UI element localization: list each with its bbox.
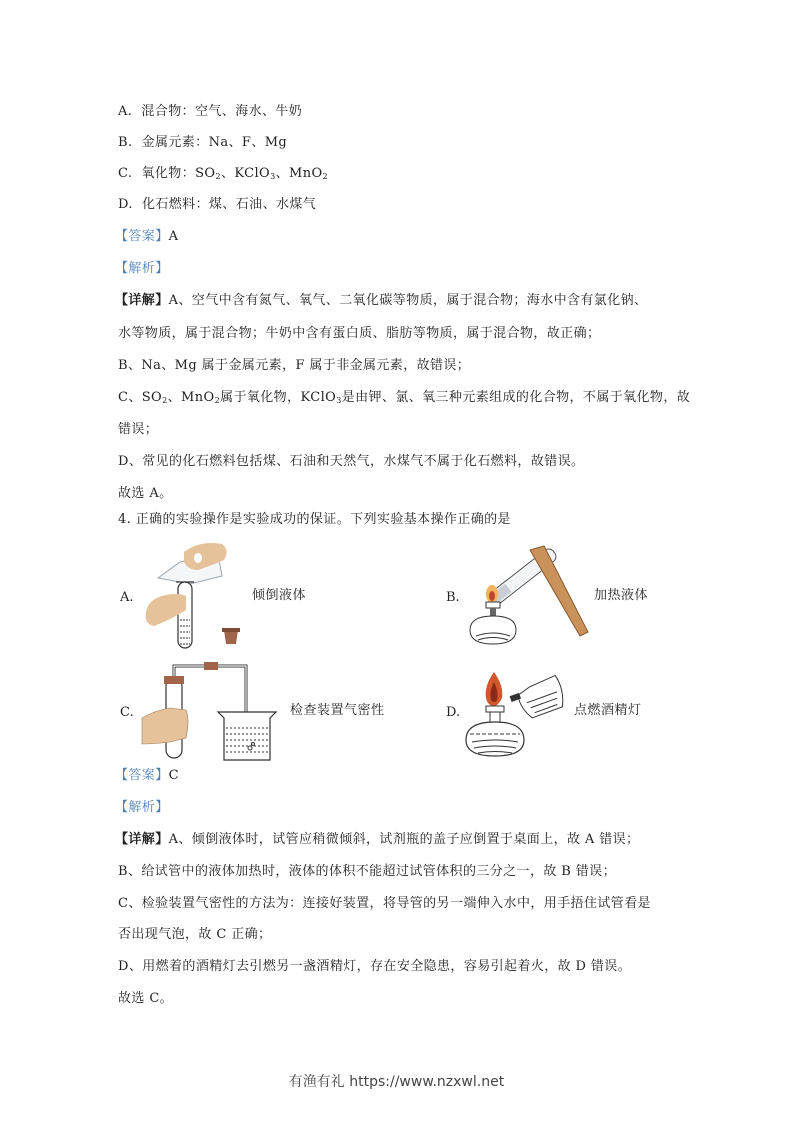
q3-answer [115,229,178,245]
option-text: 混合物：空气、海水、牛奶 [141,104,303,119]
q4-option-b-letter: B. [446,590,460,605]
lighting-alcohol-lamp-illustration [462,668,567,760]
detail-text: 水等物质，属于混合物；牛奶中含有蛋白质、脂肪等物质，属于混合物，故正确； [118,326,601,341]
q4-answer [115,768,179,784]
q4-detail-line-3 [118,896,651,912]
q3-detail-line-3 [118,358,470,374]
detail-tag: 【详解】 [115,832,169,847]
detail-text: 故选 C。 [118,991,174,1006]
analysis-tag: 【解析】 [115,261,169,276]
option-letter: A. [118,104,133,119]
q3-detail-line-2 [118,326,600,342]
q4-option-c-letter: C. [120,705,134,720]
detail-text: 是由钾、氯、氧三种元素组成的化合物，不属于氧化物，故 [341,390,691,405]
q4-detail-line-4 [118,927,271,943]
detail-text: 属于氧化物，KClO [220,390,337,405]
q3-option-b [118,135,287,151]
detail-text: D、用燃着的酒精灯去引燃另一盏酒精灯，存在安全隐患，容易引起着火，故 D 错误。 [118,959,632,974]
subscript: 2 [162,396,168,405]
q3-detail-line-4 [118,390,690,406]
airtightness-check-illustration [140,658,280,763]
option-text: 化石燃料：煤、石油、水煤气 [141,197,317,212]
option-text: 、KClO [220,166,271,181]
q3-option-c [118,166,328,182]
q4-stem [118,512,511,528]
detail-text: 否出现气泡，故 C 正确； [118,927,272,942]
detail-text: A、空气中含有氮气、氧气、二氧化碳等物质，属于混合物；海水中含有氯化钠、 [168,293,648,308]
q4-option-d-letter: D. [446,705,461,720]
option-text: 、MnO [275,166,323,181]
option-letter: C. [118,166,133,181]
detail-text: 错误； [118,422,159,437]
q4-option-b-caption: 加热液体 [594,588,649,603]
heating-liquid-illustration [460,540,590,652]
q4-option-c-caption: 检查装置气密性 [290,703,385,718]
detail-text: B、给试管中的液体加热时，液体的体积不能超过试管体积的三分之一，故 B 错误； [118,864,616,879]
answer-tag: 【答案】 [115,768,169,783]
answer-value: C [168,768,179,783]
detail-text: B、Na、Mg 属于金属元素，F 属于非金属元素，故错误； [118,358,471,373]
subscript: 3 [270,172,276,181]
detail-text: A、倾倒液体时，试管应稍微倾斜，试剂瓶的盖子应倒置于桌面上，故 A 错误； [168,832,640,847]
detail-text: C、检验装置气密性的方法为：连接好装置，将导管的另一端伸入水中，用手捂住试管看是 [118,896,651,911]
option-letter: B. [118,135,133,150]
question-stem: 4. 正确的实验操作是实验成功的保证。下列实验基本操作正确的是 [118,512,511,527]
q3-option-d [118,197,316,213]
subscript: 2 [322,172,329,181]
pouring-liquid-illustration [140,540,250,655]
q4-detail-line-2 [118,864,616,880]
option-text: 金属元素：Na、F、Mg [141,135,288,150]
q4-detail-line-1 [115,832,639,848]
answer-value: A [168,229,179,244]
subscript: 2 [214,396,221,405]
q4-option-d-caption: 点燃酒精灯 [574,703,642,718]
q3-analysis-heading [115,261,169,277]
detail-text: 故选 A。 [118,486,173,501]
subscript: 2 [215,172,221,181]
option-letter: D. [118,197,133,212]
analysis-tag: 【解析】 [115,800,169,815]
q4-detail-line-5 [118,959,631,975]
q4-analysis-heading [115,800,169,816]
q4-option-a-caption: 倾倒液体 [252,588,307,603]
detail-text: D、常见的化石燃料包括煤、石油和天然气，水煤气不属于化石燃料，故错误。 [118,454,585,469]
detail-text: C、SO [118,390,163,405]
q4-conclusion [118,991,173,1007]
q3-option-a [118,104,302,120]
q4-option-a-letter: A. [120,590,134,605]
subscript: 3 [336,396,342,405]
q3-detail-line-1 [115,293,647,309]
option-text: 氧化物：SO [141,166,216,181]
detail-text: 、MnO [167,390,215,405]
detail-tag: 【详解】 [115,293,169,308]
q3-detail-line-6 [118,454,584,470]
q3-conclusion [118,486,173,502]
answer-tag: 【答案】 [115,229,169,244]
footer-watermark: 有渔有礼 https://www.nzxwl.net [288,1074,505,1090]
q3-detail-line-5 [118,422,158,438]
